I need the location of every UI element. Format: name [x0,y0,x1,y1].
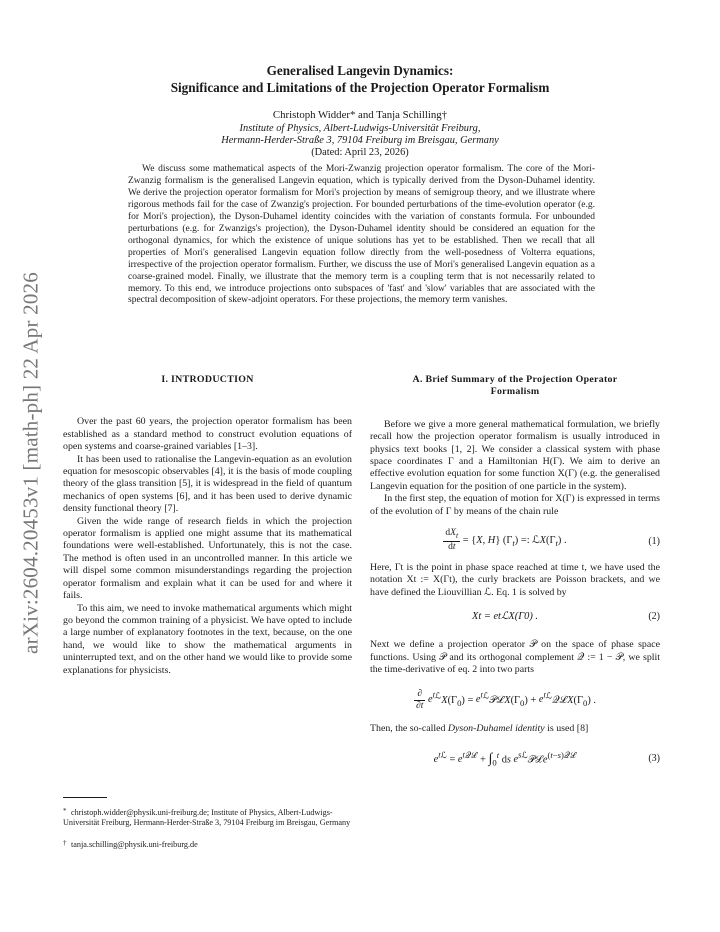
footnote-rule [63,797,107,798]
summary-paragraph-5-c: is used [8] [544,722,589,734]
subsection-heading-line2: Formalism [490,386,540,398]
affiliation-line2: Hermann-Herder-Straße 3, 79104 Freiburg im Breisgau, Germany [221,135,499,146]
subsection-heading-line1: A. Brief Summary of the Projection Operator [412,374,618,385]
intro-paragraph-3: Given the wide range of research fields in which the projection operator formalism is applied one might assume that its mathematical foundations were well-established. Unfortunately, this is not the case. The method is often used in an uncontrolled manner. In this article we will dispel some common misunderstandings regarding the projection operator formalism and explain what it can be used for and where it fails. [63,515,352,602]
paper-title-line2: Significance and Limitations of the Projection Operator Formalism [170,80,550,95]
affiliation-line1: Institute of Physics, Albert-Ludwigs-Universität Freiburg, [239,123,481,134]
equation-split: $\frac{\partial}{\partial t}$ $e^{tℒ}X(\Gamma_0)$ = $e^{tℒ}𝒫ℒX(\Gamma_0)$ + $e^{tℒ}𝒬ℒX(\Gamma_0)$ . [416,688,596,711]
equation-2-body: Xt = etℒX(Γ0) . [472,611,538,623]
abstract [128,164,595,307]
summary-paragraph-3: Here, Γt is the point in phase space reached at time t, we have used the notation Xt := X(Γt), the curly brackets are Poisson brackets, and we have defined the Liouvillian ℒ. Eq. 1 is solved by [370,562,660,598]
equation-3: $e^{tℒ} = e^{t𝒬ℒ} + \int_0^t$ ds $e^{sℒ}𝒫ℒe^{(t-s)𝒬ℒ}$ (3) [433,749,660,768]
summary-paragraph-4: Next we define a projection operator 𝒫 on the space of phase space functions. Using 𝒫 and its orthogonal complement 𝒬 := 1 − 𝒫, we split the time-derivative of eq. 2 into two parts [370,639,660,676]
equation-1: $\frac{dX_t}{dt}$ = {X, H} $(\Gamma_t)$ =: $ℒX(\Gamma_t)$ . (1) [445,528,660,552]
abstract-text: We discuss some mathematical aspects of the Mori-Zwanzig projection operator formalism. The core of the Mori-Zwanzig formalism is the generalised Langevin equation, which is typically derived from the Dyson-Duhamel identity. We derive the projection operator formalism for Mori's projection by means of semigroup theory, and we illustrate where rigorous methods fail for the case of Zwanzig's projection. For bounded perturbations of the time-evolution operator (e.g. for Mori's projection), the Dyson-Duhamel identity coincides with the variation of constants formula. For unbounded perturbations (e.g. for Zwanzigs's projection), the Dyson-Duhamel identity should be considered an equation for the orthogonal dynamics, for which the existence of unique solutions has yet to be established. Then we recall that all properties of Mori's generalised Langevin equation follow directly from the well-posedness of Volterra equations, irrespective of the projection operator formalism. Further, we discuss the use of Mori's generalised Langevin equation as a coarse-grained model. Finally, we illustrate that the memory term is a coupling term that is not necessarily related to memory. To this end, we introduce projections onto subspaces of 'fast' and 'slow' variables that are associated with the spectral decomposition of skew-adjoint operators. For these projections, the memory term vanishes. [128,164,595,306]
equation-1-number: (1) [648,536,660,548]
left-column [63,374,352,677]
footnote-1 [63,806,353,829]
footnote-1-mark: * [63,807,67,815]
paper-title-line1: Generalised Langevin Dynamics: [266,63,454,78]
intro-paragraph-1: Over the past 60 years, the projection operator formalism has been established as a standard method to construct evolution equations of open systems and coarse-grained variables [1–3]. [63,416,352,453]
equation-2-number: (2) [648,611,660,623]
intro-paragraph-4: To this aim, we need to invoke mathematical arguments which might go beyond the common training of a physicist. We have opted to include a large number of explanatory footnotes in the text, because, on the one hand, we would like to show the mathematical arguments in uninterrupted text, and on the other hand we would like to provide some explanations for physicists. [63,602,352,676]
intro-paragraph-2: It has been used to rationalise the Langevin-equation as an evolution equation for mesoscopic observables [4], it is the basis of mode coupling theory of the glass transition [5], it is widespread in the field of quantum mechanics of open systems [6], and it has been used to derive dynamic density functional theory [7]. [63,453,352,515]
footnote-2-text: tanja.schilling@physik.uni-freiburg.de [71,840,198,849]
authors: Christoph Widder* and Tanja Schilling† [272,109,448,121]
arxiv-id: arXiv:2604.20453v1 [math-ph] 22 Apr 2026 [18,272,43,654]
footnote-2-mark: † [63,839,67,847]
summary-paragraph-2: In the first step, the equation of motion for X(Γ) is expressed in terms of the evolution of Γ by means of the chain rule [370,493,660,517]
summary-paragraph-5 [370,723,660,735]
equation-2 [370,605,660,633]
arxiv-sidebar-stamp [16,248,46,678]
footnote-1-text: christoph.widder@physik.uni-freiburg.de; Institute of Physics, Albert-Ludwigs-Universität Freiburg, Hermann-Herder-Straße 3, 79104 Freiburg im Breisgau, Germany [63,808,351,828]
dated: (Dated: April 23, 2026) [311,147,409,158]
right-column [370,374,660,781]
section-heading-introduction: I. INTRODUCTION [161,374,254,385]
footnote-2 [63,838,353,850]
equation-3-number: (3) [648,752,660,764]
summary-paragraph-1: Before we give a more general mathematical formulation, we briefly recall how the projection operator formalism is usually introduced in physics text books [1, 2]. We consider a classical system with phase space coordinates Γ and a Hamiltonian H(Γ). We aim to derive an effective evolution equation for some function X(Γ) (e.g. the generalised Langevin equation for the position of one particle in the system). [370,418,660,492]
dyson-duhamel-term: Dyson-Duhamel identity [447,722,545,734]
summary-paragraph-5-a: Then, the so-called [370,722,448,734]
